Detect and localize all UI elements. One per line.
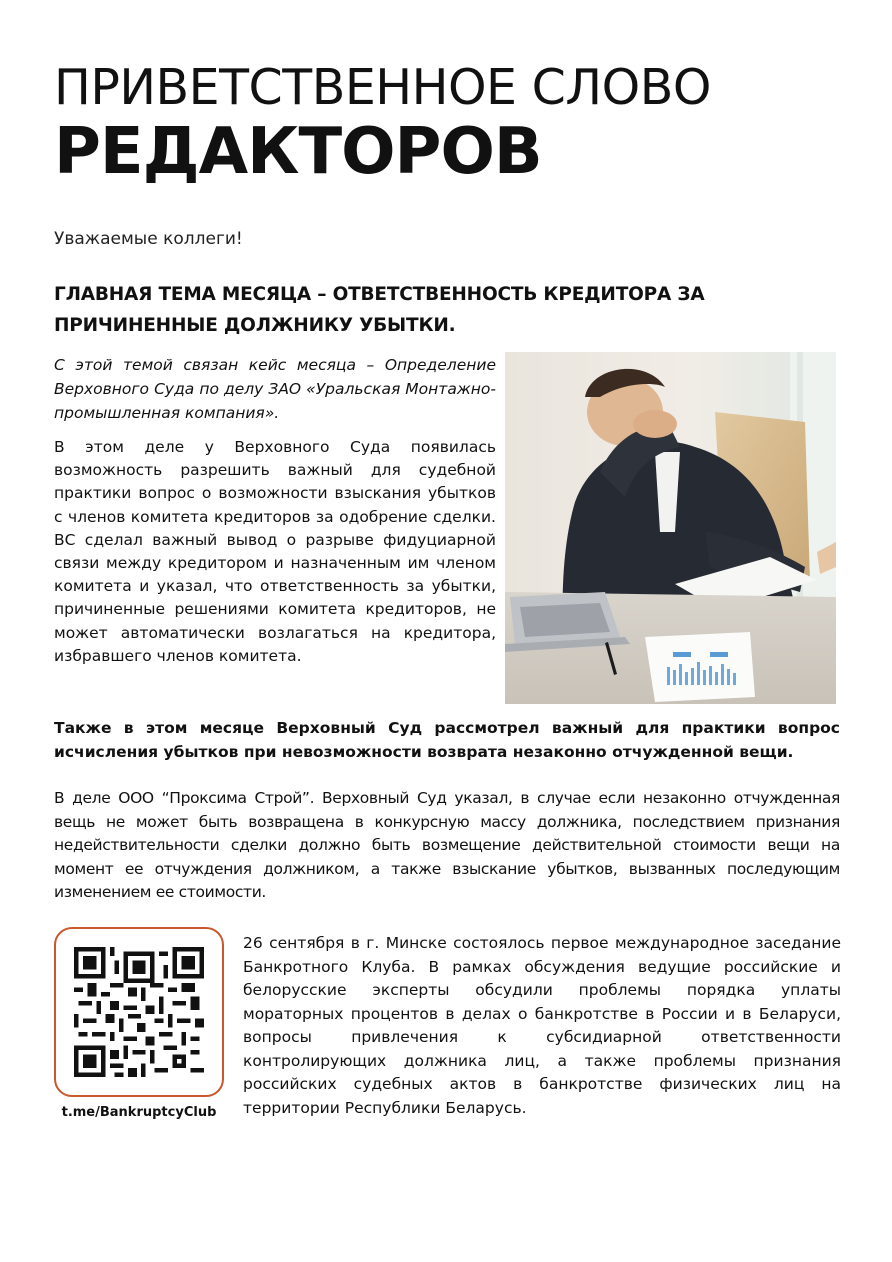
greeting-text: Уважаемые коллеги! — [54, 229, 243, 249]
telegram-link[interactable]: t.me/BankruptcyClub — [61, 1105, 217, 1120]
page-title-line2: РЕДАКТОРОВ — [54, 115, 542, 189]
topic-heading: ГЛАВНАЯ ТЕМА МЕСЯЦА – ОТВЕТСТВЕННОСТЬ КРЕДИТОРА ЗА ПРИЧИНЕННЫЕ ДОЛЖНИКУ УБЫТКИ. — [54, 284, 705, 336]
qr-code-frame[interactable] — [54, 927, 224, 1097]
case-intro-text: С этой темой связан кейс месяца – Определение Верховного Суда по делу ЗАО «Уральская Монтажно-промышленная компания». — [54, 356, 496, 422]
second-topic-body: В деле ООО “Проксима Строй”. Верховный Суд указал, в случае если незаконно отчужденная вещь не может быть возвращена в конкурсную массу должника, последствием признания недействительности сделки должно быть возмещение действительной стоимости вещи на момент ее отчуждения должником, а также взыскание убытков, вызванных последующим изменением ее стоимости. — [54, 789, 840, 901]
case-body-text: В этом деле у Верховного Суда появилась возможность разрешить важный для судебной практики вопрос о возможности взыскания убытков с членов комитета кредиторов за одобрение сделки. ВС сделал важный вывод о разрыве фидуциарной связи между кредитором и назначенным им членом комитета и указал, что ответственность за убытки, причиненные решениями комитета кредиторов, не может автоматически возлагаться на кредитора, избравшего членов комитета. — [54, 438, 496, 665]
stressed-businessman-photo — [505, 352, 836, 704]
page-title-line1: ПРИВЕТСТВЕННОЕ СЛОВО — [54, 59, 711, 116]
club-meeting-text: 26 сентября в г. Минске состоялось первое международное заседание Банкротного Клуба. В рамках обсуждения ведущие российские и белорусские эксперты обсудили проблемы порядка уплаты мораторных процентов в делах о банкротстве в России и в Беларуси, вопросы привлечения к субсидиарной ответственности контролирующих должника лиц, а также проблемы признания российских судебных актов в банкротстве физических лиц на территории Республики Беларусь. — [243, 934, 841, 1117]
second-topic-heading: Также в этом месяце Верховный Суд рассмотрел важный для практики вопрос исчисления убытков при невозможности возврата незаконно отчужденной вещи. — [54, 719, 840, 761]
qr-code-icon — [74, 947, 204, 1077]
